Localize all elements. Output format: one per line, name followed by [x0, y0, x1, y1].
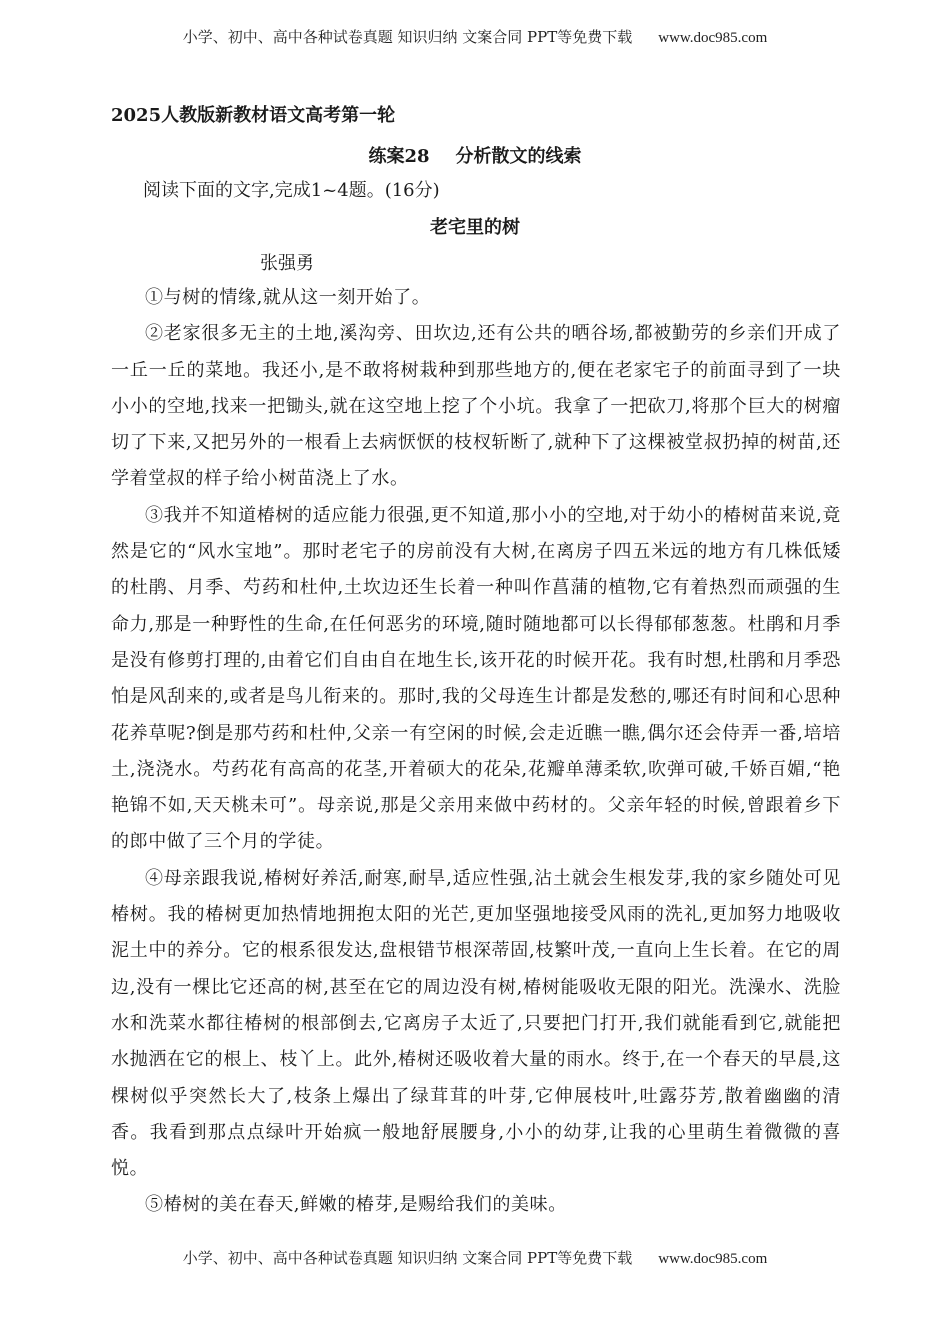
paragraph-3: ③我并不知道椿树的适应能力很强,更不知道,那小小的空地,对于幼小的椿树苗来说,竟然是它的“风水宝地”。那时老宅子的房前没有大树,在离房子四五米远的地方有几株低矮的杜鹃、月季、芍药和杜仲,土坎边还生长着一种叫作菖蒲的植物,它有着热烈而顽强的生命力,那是一种野性的生命,在任何恶劣的环境,随时随地都可以长得郁郁葱葱。杜鹃和月季是没有修剪打理的,由着它们自由自在地生长,该开花的时候开花。我有时想,杜鹃和月季恐怕是风刮来的,或者是鸟儿衔来的。那时,我的父母连生计都是发愁的,哪还有时间和心思种花养草呢?倒是那芍药和杜仲,父亲一有空闲的时候,会走近瞧一瞧,偶尔还会侍弄一番,培培土,浇浇水。芍药花有高高的花茎,开着硕大的花朵,花瓣单薄柔软,吹弹可破,千娇百媚,“艳艳锦不如,天天桃未可”。母亲说,那是父亲用来做中药材的。父亲年轻的时候,曾跟着乡下的郎中做了三个月的学徒。 [111, 504, 841, 853]
header-text: 小学、初中、高中各种试卷真题 知识归纳 文案合同 PPT等免费下载 [182, 28, 633, 46]
page-header [0, 26, 950, 47]
paragraph-2: ②老家很多无主的土地,溪沟旁、田坎边,还有公共的晒谷场,都被勤劳的乡亲们开成了一丘一丘的菜地。我还小,是不敢将树栽种到那些地方的,便在老家宅子的前面寻到了一块小小的空地,找来一把锄头,就在这空地上挖了个小坑。我拿了一把砍刀,将那个巨大的树瘤切了下来,又把另外的一根看上去病恹恹的枝杈斩断了,就种下了这棵被堂叔扔掉的树苗,还学着堂叔的样子给小树苗浇上了水。 [111, 323, 841, 490]
question-instruction: 阅读下面的文字,完成1~4题。(16分) [143, 180, 440, 201]
series-title: 2025人教版新教材语文高考第一轮 [111, 105, 396, 126]
paragraph-5: ⑤椿树的美在春天,鲜嫩的椿芽,是赐给我们的美味。 [145, 1194, 567, 1216]
essay-body [111, 280, 841, 1224]
essay-title: 老宅里的树 [430, 217, 520, 238]
essay-author: 张强勇 [260, 253, 314, 274]
lesson-name: 分析散文的线索 [455, 146, 582, 167]
paragraph-4: ④母亲跟我说,椿树好养活,耐寒,耐旱,适应性强,沾土就会生根发芽,我的家乡随处可见椿树。我的椿树更加热情地拥抱太阳的光芒,更加坚强地接受风雨的洗礼,更加努力地吸收泥土中的养分。它的根系很发达,盘根错节根深蒂固,枝繁叶茂,一直向上生长着。在它的周边,没有一棵比它还高的树,甚至在它的周边没有树,椿树能吸收无限的阳光。洗澡水、洗脸水和洗菜水都往椿树的根部倒去,它离房子太近了,只要把门打开,我们就能看到它,就能把水抛洒在它的根上、枝丫上。此外,椿树还吸收着大量的雨水。终于,在一个春天的早晨,这棵树似乎突然长大了,枝条上爆出了绿茸茸的叶芽,它伸展枝叶,吐露芬芳,散着幽幽的清香。我看到那点点绿叶开始疯一般地舒展腰身,小小的幼芽,让我的心里萌生着微微的喜悦。 [111, 867, 841, 1180]
page-footer [0, 1247, 950, 1268]
lesson-title [0, 142, 950, 168]
paragraph-1: ①与树的情缘,就从这一刻开始了。 [145, 287, 431, 308]
header-url[interactable]: www.doc985.com [658, 30, 768, 46]
footer-text: 小学、初中、高中各种试卷真题 知识归纳 文案合同 PPT等免费下载 [182, 1249, 633, 1267]
footer-url[interactable]: www.doc985.com [658, 1251, 768, 1267]
lesson-label: 练案28 [368, 146, 430, 167]
